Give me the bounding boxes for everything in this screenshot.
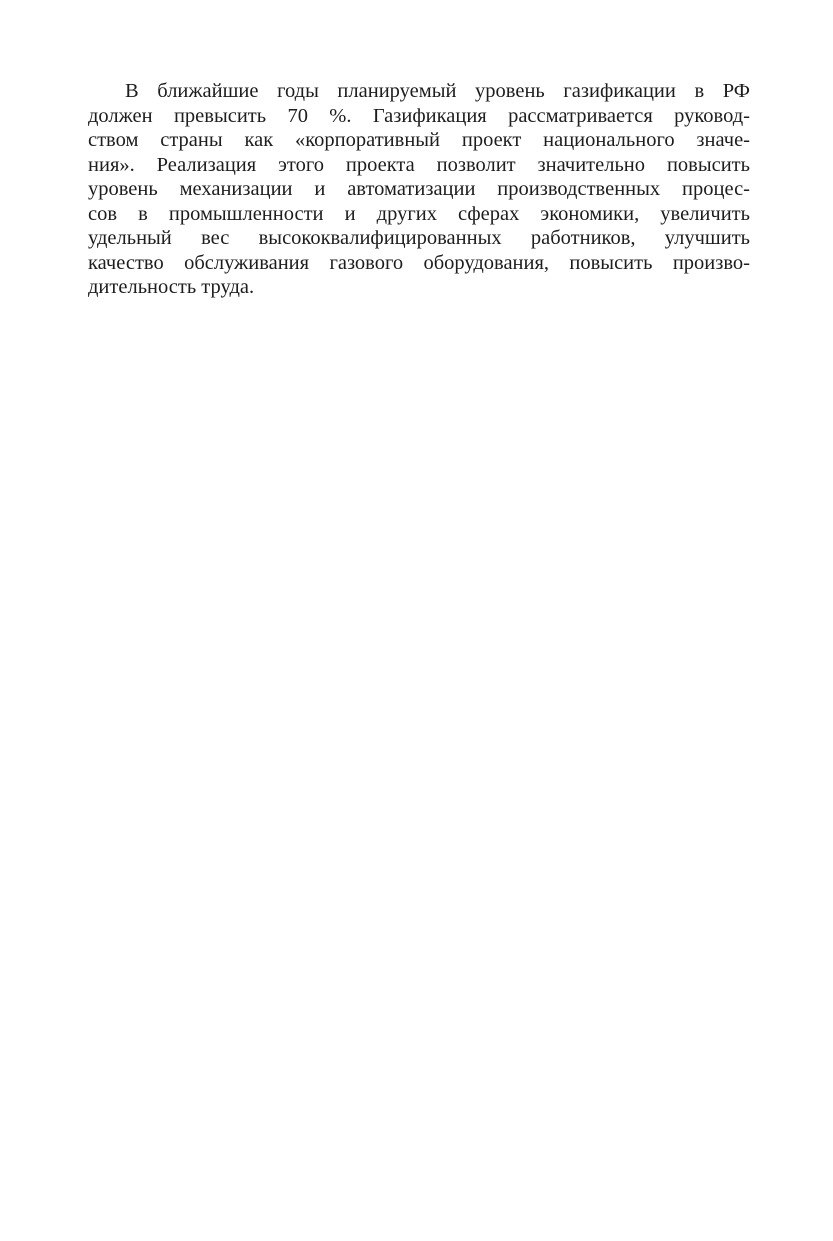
body-paragraph [88, 79, 750, 300]
paragraph-line: качество обслуживания газового оборудования, повысить произво- [88, 251, 750, 274]
paragraph-line: ством страны как «корпоративный проект национального значе- [88, 129, 750, 151]
paragraph-line: дительность труда. [88, 276, 255, 298]
paragraph-line: уровень механизации и автоматизации производственных процес- [88, 178, 750, 200]
paragraph-line: сов в промышленности и других сферах экономики, увеличить [88, 202, 750, 225]
paragraph-line: удельный вес высококвалифицированных работников, улучшить [88, 227, 750, 249]
paragraph-line: ния». Реализация этого проекта позволит значительно повысить [88, 153, 750, 176]
paragraph-line: В ближайшие годы планируемый уровень газификации в РФ [125, 80, 750, 102]
paragraph-line: должен превысить 70 %. Газификация рассматривается руковод- [88, 104, 750, 127]
